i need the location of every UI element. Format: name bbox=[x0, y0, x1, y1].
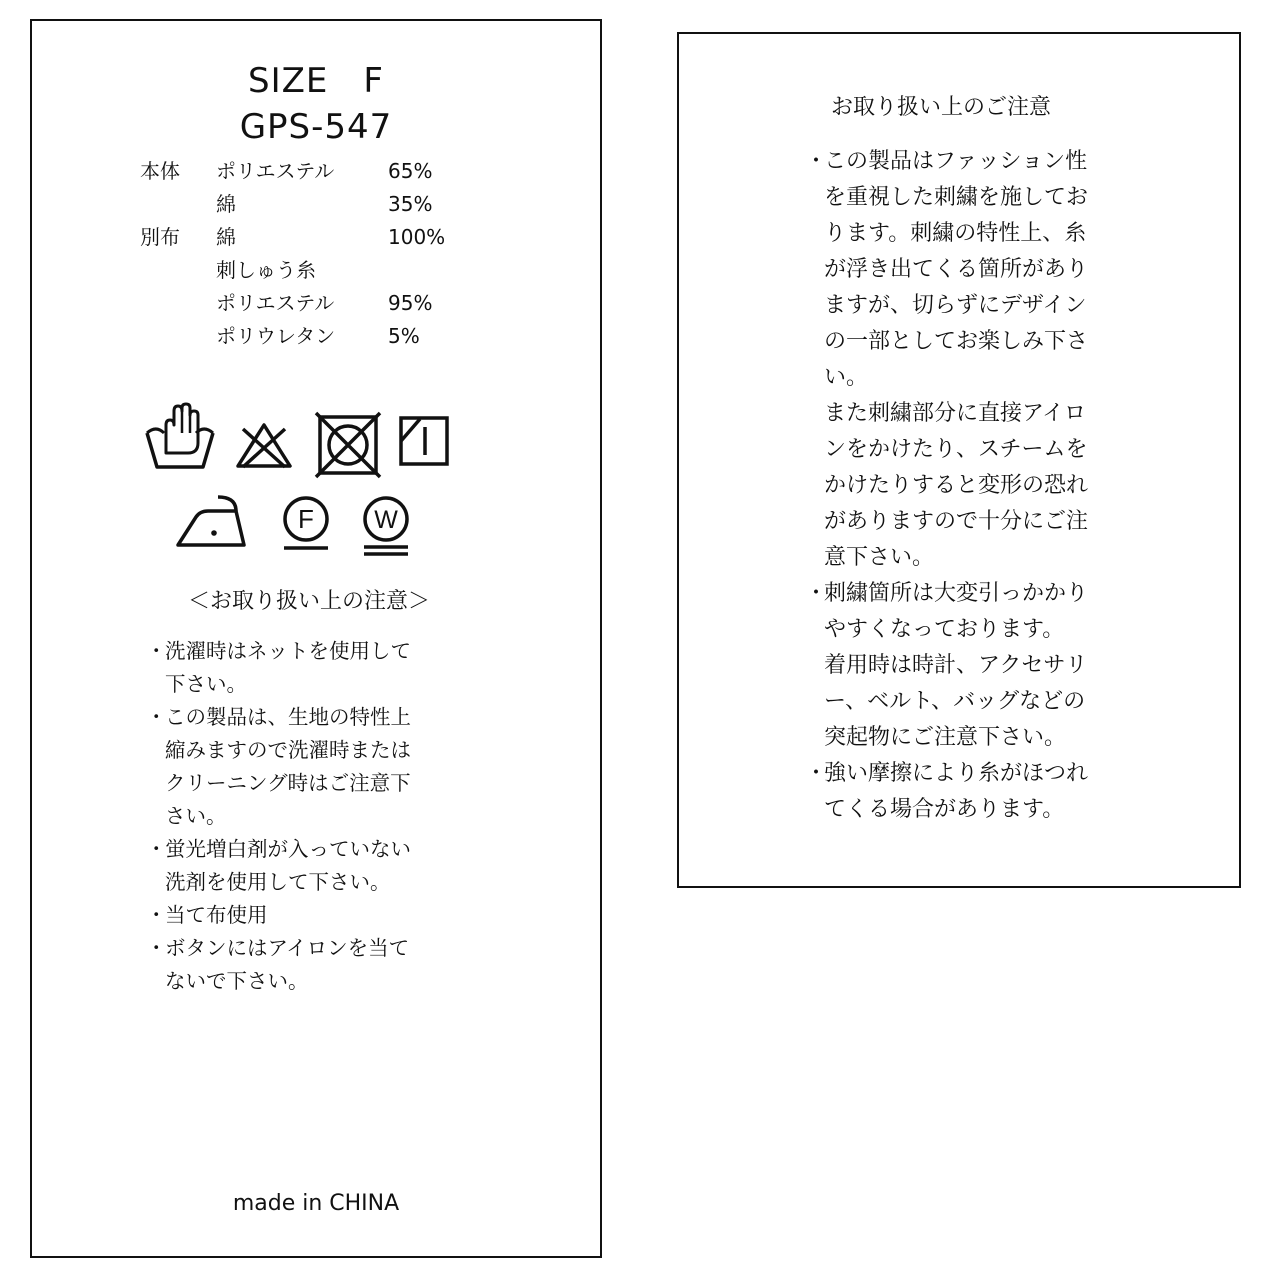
composition-material: ポリエステル bbox=[216, 291, 335, 315]
list-item bbox=[805, 144, 1115, 576]
country-of-origin: made in CHINA bbox=[232, 1191, 400, 1216]
note-text: この製品はファッション性 を重視した刺繍を施してお ります。刺繍の特性上、糸 が浮き出てくる箇所があり ますが、切らずにデザイン の一部としてお楽しみ下さ い。 また刺繍部分に直接アイロ ンをかけたり、スチームを かけたりすると変形の恐れ がありますので十分にご注 意下さい。 bbox=[824, 149, 1089, 570]
composition-row bbox=[140, 254, 458, 287]
note-text: 洗濯時はネットを使用して 下さい。 bbox=[165, 639, 411, 696]
hand-wash-40-icon bbox=[144, 403, 216, 471]
care-notes-list bbox=[805, 144, 1115, 828]
dry-clean-letter: F bbox=[298, 504, 314, 534]
composition-percent: 5% bbox=[388, 324, 420, 348]
list-item bbox=[146, 635, 446, 701]
iron-low-icon bbox=[174, 493, 254, 549]
composition-table bbox=[140, 155, 458, 353]
dry-clean-f-icon bbox=[279, 495, 333, 551]
composition-percent: 95% bbox=[388, 291, 433, 315]
composition-material: ポリエステル bbox=[216, 159, 335, 183]
care-notes-title: ＜お取り扱い上の注意＞ bbox=[188, 589, 431, 614]
composition-row bbox=[140, 155, 458, 188]
care-notes-list bbox=[146, 635, 446, 998]
note-text: 刺繍箇所は大変引っかかり やすくなっております。 着用時は時計、アクセサリ ー、ベルト、バッグなどの 突起物にご注意下さい。 bbox=[824, 581, 1089, 750]
bullet: ・ bbox=[146, 936, 167, 960]
list-item bbox=[146, 899, 446, 932]
composition-section: 本体 bbox=[140, 159, 180, 183]
composition-percent: 65% bbox=[388, 159, 433, 183]
bullet: ・ bbox=[146, 903, 167, 927]
wet-clean-letter: W bbox=[374, 506, 398, 534]
list-item bbox=[146, 833, 446, 899]
composition-material: 綿 bbox=[216, 225, 236, 249]
bullet: ・ bbox=[805, 581, 828, 606]
bullet: ・ bbox=[146, 705, 167, 729]
no-tumble-dry-icon bbox=[314, 411, 382, 479]
composition-percent: 100% bbox=[388, 225, 446, 249]
list-item bbox=[146, 932, 446, 998]
list-item bbox=[805, 756, 1115, 828]
composition-section: 別布 bbox=[140, 225, 180, 249]
care-notes-title: お取り扱い上のご注意 bbox=[831, 95, 1052, 120]
bullet: ・ bbox=[805, 761, 828, 786]
size-text: SIZE F bbox=[248, 61, 384, 101]
care-label-right bbox=[677, 32, 1241, 888]
composition-material: 綿 bbox=[216, 192, 236, 216]
note-text: この製品は、生地の特性上 縮みますので洗濯時または クリーニング時はご注意下 さい。 bbox=[165, 705, 411, 828]
bullet: ・ bbox=[146, 837, 167, 861]
list-item bbox=[146, 701, 446, 833]
composition-row bbox=[140, 287, 458, 320]
composition-material: 刺しゅう糸 bbox=[216, 258, 316, 282]
wet-clean-gentle-icon bbox=[358, 495, 414, 557]
composition-row bbox=[140, 188, 458, 221]
note-text: 蛍光増白剤が入っていない 洗剤を使用して下さい。 bbox=[165, 837, 411, 894]
bullet: ・ bbox=[146, 639, 167, 663]
care-label-left bbox=[30, 19, 602, 1258]
composition-percent: 35% bbox=[388, 192, 433, 216]
composition-row bbox=[140, 320, 458, 353]
line-dry-shade-icon bbox=[398, 415, 450, 467]
model-number: GPS-547 bbox=[239, 107, 393, 147]
composition-material: ポリウレタン bbox=[216, 324, 336, 348]
note-text: 強い摩擦により糸がほつれ てくる場合があります。 bbox=[824, 761, 1089, 822]
list-item bbox=[805, 576, 1115, 756]
bullet: ・ bbox=[805, 149, 828, 174]
no-bleach-icon bbox=[235, 421, 293, 469]
note-text: 当て布使用 bbox=[165, 903, 268, 927]
composition-row bbox=[140, 221, 458, 254]
note-text: ボタンにはアイロンを当て ないで下さい。 bbox=[165, 936, 410, 993]
